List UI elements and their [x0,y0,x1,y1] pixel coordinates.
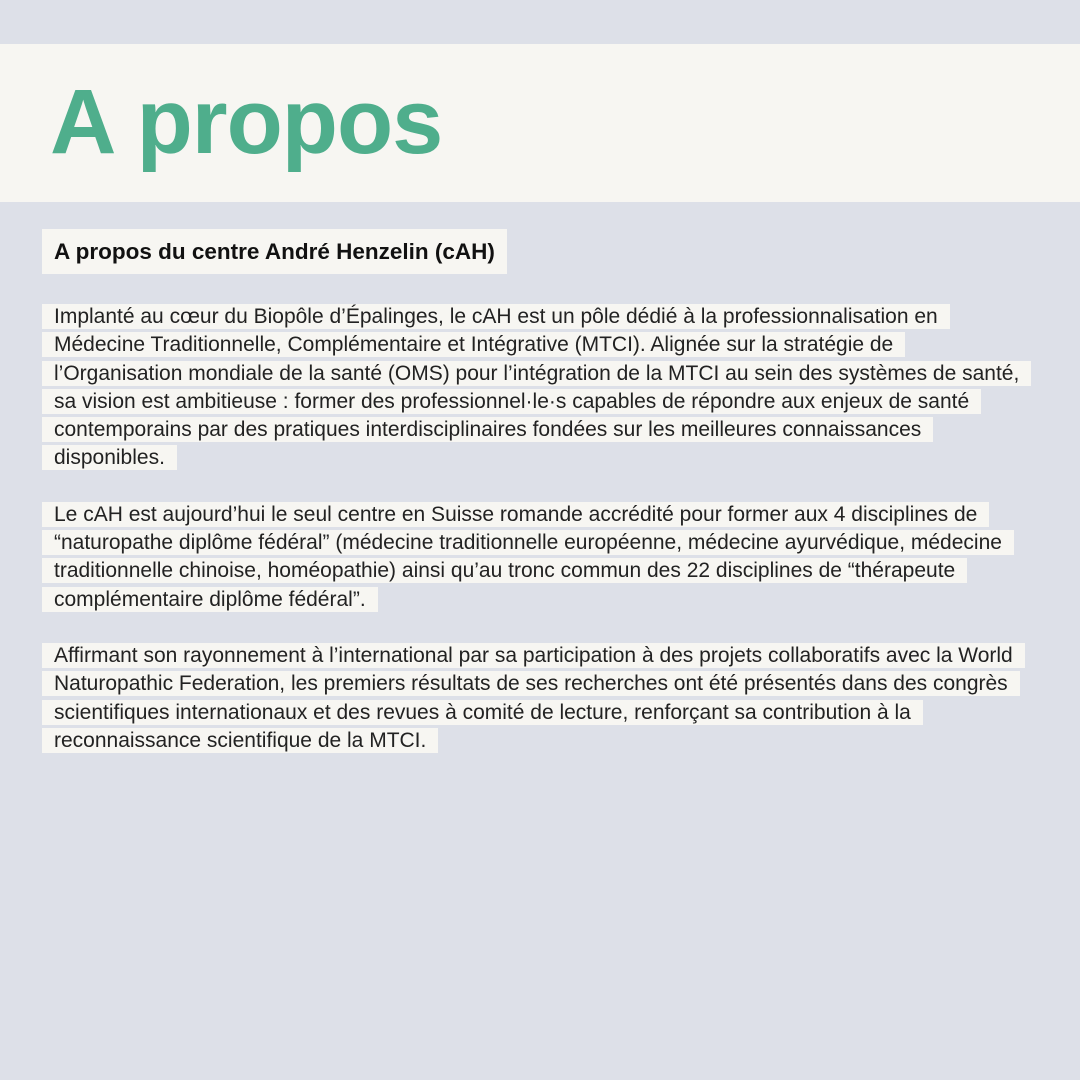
content-section [42,228,1022,755]
paragraph-1 [42,303,1022,473]
paragraph-1-text: Implanté au cœur du Biopôle d’Épalinges, le cAH est un pôle dédié à la professionnalisation en Médecine Traditionnelle, Complémentaire et Intégrative (MTCI). Alignée sur la stratégie de l’Organisation mondiale de la santé (OMS) pour l’intégration de la MTCI au sein des systèmes de santé, sa vision est ambitieuse : former des professionnel·le·s capables de répondre aux enjeux de santé contemporains par des pratiques interdisciplinaires fondées sur les meilleures connaissances disponibles. [42,304,1031,470]
paragraph-3-text: Affirmant son rayonnement à l’international par sa participation à des projets collaboratifs avec la World Naturopathic Federation, les premiers résultats de ses recherches ont été présentés dans des congrès scientifiques internationaux et des revues à comité de lecture, renforçant sa contribution à la reconnaissance scientifique de la MTCI. [42,643,1025,753]
section-heading-text: A propos du centre André Henzelin (cAH) [42,229,507,274]
paragraph-2 [42,501,1022,614]
section-heading [42,228,1022,275]
paragraph-3 [42,642,1022,755]
page-title: A propos [50,71,443,173]
paragraph-2-text: Le cAH est aujourd’hui le seul centre en Suisse romande accrédité pour former aux 4 disciplines de “naturopathe diplôme fédéral” (médecine traditionnelle européenne, médecine ayurvédique, médecine traditionnelle chinoise, homéopathie) ainsi qu’au tronc commun des 22 disciplines de “thérapeute complémentaire diplôme fédéral”. [42,502,1014,612]
